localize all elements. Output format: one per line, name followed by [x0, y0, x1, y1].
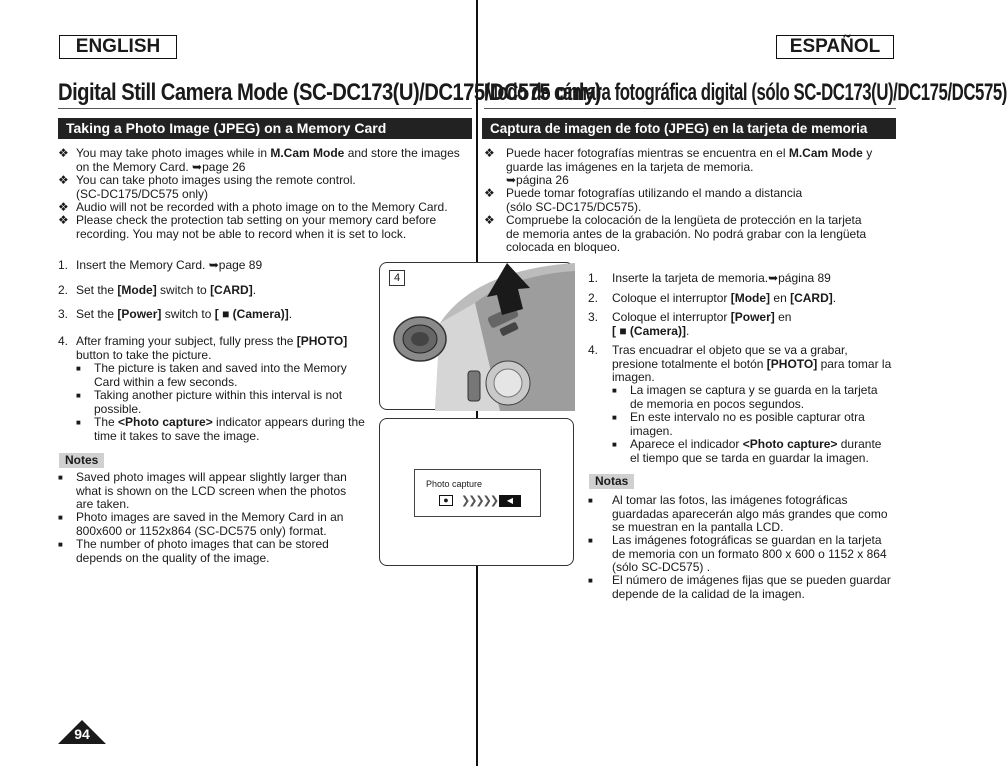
square-bullet-icon: ■ — [612, 386, 617, 395]
square-bullet-icon: ■ — [588, 536, 593, 545]
note-es-2: ■ Las imágenes fotográficas se guardan en la tarjeta de memoria con un formato 800 x 600 o 1152 x 864 (sólo SC-DC575) . — [588, 533, 887, 574]
bullet-es-1: ❖ Puede hacer fotografías mientras se encuentra en el M.Cam Mode y guarde las imágenes en la tarjeta de memoria. ➥página 26 — [484, 146, 873, 187]
section-title-en: Taking a Photo Image (JPEG) on a Memory Card — [58, 118, 472, 139]
note-es-1: ■ Al tomar las fotos, las imágenes fotográficas guardadas aparecerán algo más grandes que como se muestran en la pantalla LCD. — [588, 493, 888, 534]
note-es-3: ■ El número de imágenes fijas que se pueden guardar depende de la calidad de la imagen. — [588, 573, 891, 601]
camera-icon: ■ — [222, 307, 230, 321]
camcorder-illustration — [380, 263, 575, 411]
step-number-badge: 4 — [389, 270, 405, 286]
title-rule-en — [58, 108, 472, 109]
camcorder-figure — [379, 262, 574, 410]
page-title-es: Modo de cámara fotográfica digital (sólo SC-DC173(U)/DC175/DC575) — [484, 78, 1007, 106]
lcd-screen — [414, 469, 541, 517]
step-es-4: 4. Tras encuadrar el objeto que se va a grabar, presione totalmente el botón [PHOTO] para tomar la imagen. — [588, 343, 892, 384]
diamond-bullet-icon: ❖ — [58, 173, 69, 187]
sub-en-2: ■ Taking another picture within this interval is not possible. — [76, 388, 343, 416]
step-en-2: 2. Set the [Mode] switch to [CARD]. — [58, 283, 257, 297]
section-title-es: Captura de imagen de foto (JPEG) en la tarjeta de memoria — [482, 118, 896, 139]
bullet-en-2: ❖ You can take photo images using the remote control. (SC-DC175/DC575 only) — [58, 173, 356, 201]
camera-icon: ■ — [619, 323, 627, 338]
sub-en-1: ■ The picture is taken and saved into the Memory Card within a few seconds. — [76, 361, 347, 389]
sub-es-1: ■ La imagen se captura y se guarda en la tarjeta de memoria en pocos segundos. — [612, 383, 878, 411]
square-bullet-icon: ■ — [76, 418, 81, 427]
diamond-bullet-icon: ❖ — [484, 186, 495, 200]
diamond-bullet-icon: ❖ — [484, 213, 495, 227]
photo-capture-label: Photo capture — [426, 479, 483, 489]
capture-progress-icon: ❯❯❯❯❯ — [461, 495, 498, 507]
spanish-label: ESPAÑOL — [776, 35, 894, 59]
page-number-badge — [58, 720, 106, 744]
square-bullet-icon: ■ — [76, 364, 81, 373]
notes-label-es: Notas — [589, 474, 634, 489]
square-bullet-icon: ■ — [588, 496, 593, 505]
square-bullet-icon: ■ — [612, 440, 617, 449]
notes-label-en: Notes — [59, 453, 104, 468]
title-rule-es — [484, 108, 896, 109]
step-es-1: 1. Inserte la tarjeta de memoria.➥página 89 — [588, 271, 831, 285]
sub-en-3: ■ The <Photo capture> indicator appears during the time it takes to save the image. — [76, 415, 365, 443]
step-en-4: 4. After framing your subject, fully press the [PHOTO] button to take the picture. — [58, 334, 348, 362]
diamond-bullet-icon: ❖ — [58, 213, 69, 227]
note-en-3: ■ The number of photo images that can be stored depends on the quality of the image. — [58, 537, 329, 565]
square-bullet-icon: ■ — [612, 413, 617, 422]
english-label: ENGLISH — [59, 35, 177, 59]
lcd-figure — [379, 418, 574, 566]
step-es-2: 2. Coloque el interruptor [Mode] en [CARD]. — [588, 291, 837, 305]
bullet-en-3: ❖ Audio will not be recorded with a photo image on to the Memory Card. — [58, 200, 448, 214]
bullet-es-3: ❖ Compruebe la colocación de la lengüeta de protección en la tarjeta de memoria antes de la grabación. No podrá grabar con la lengüeta colocada en bloqueo. — [484, 213, 867, 254]
diamond-bullet-icon: ❖ — [58, 200, 69, 214]
diamond-bullet-icon: ❖ — [484, 146, 495, 160]
step-en-1: 1. Insert the Memory Card. ➥page 89 — [58, 258, 263, 272]
sub-es-3: ■ Aparece el indicador <Photo capture> durante el tiempo que se tarda en guardar la imagen. — [612, 437, 882, 465]
square-bullet-icon: ■ — [58, 540, 63, 549]
note-en-2: ■ Photo images are saved in the Memory Card in an 800x600 or 1152x864 (SC-DC575 only) format. — [58, 510, 344, 538]
page-title-en: Digital Still Camera Mode (SC-DC173(U)/DC175/DC575 only) — [58, 78, 601, 106]
note-en-1: ■ Saved photo images will appear slightly larger than what is shown on the LCD screen when the photos are taken. — [58, 470, 347, 511]
step-es-3: 3. Coloque el interruptor [Power] en [ ■ (Camera)]. — [588, 310, 792, 338]
bullet-en-4: ❖ Please check the protection tab setting on your memory card before recording. You may not be able to record when it is set to lock. — [58, 213, 437, 241]
square-bullet-icon: ■ — [76, 391, 81, 400]
square-bullet-icon: ■ — [588, 576, 593, 585]
square-bullet-icon: ■ — [58, 473, 63, 482]
diamond-bullet-icon: ❖ — [58, 146, 69, 160]
step-en-3: 3. Set the [Power] switch to [ ■ (Camera)]. — [58, 307, 293, 321]
square-bullet-icon: ■ — [58, 513, 63, 522]
bullet-es-2: ❖ Puede tomar fotografías utilizando el mando a distancia (sólo SC-DC175/DC575). — [484, 186, 803, 214]
sub-es-2: ■ En este intervalo no es posible capturar otra imagen. — [612, 410, 865, 438]
play-back-icon: ◀ — [499, 495, 521, 507]
page-number: 94 — [74, 726, 90, 742]
card-photo-icon: ● — [439, 495, 453, 506]
bullet-en-1: ❖ You may take photo images while in M.Cam Mode and store the images on the Memory Card. ➥page 26 — [58, 146, 460, 174]
